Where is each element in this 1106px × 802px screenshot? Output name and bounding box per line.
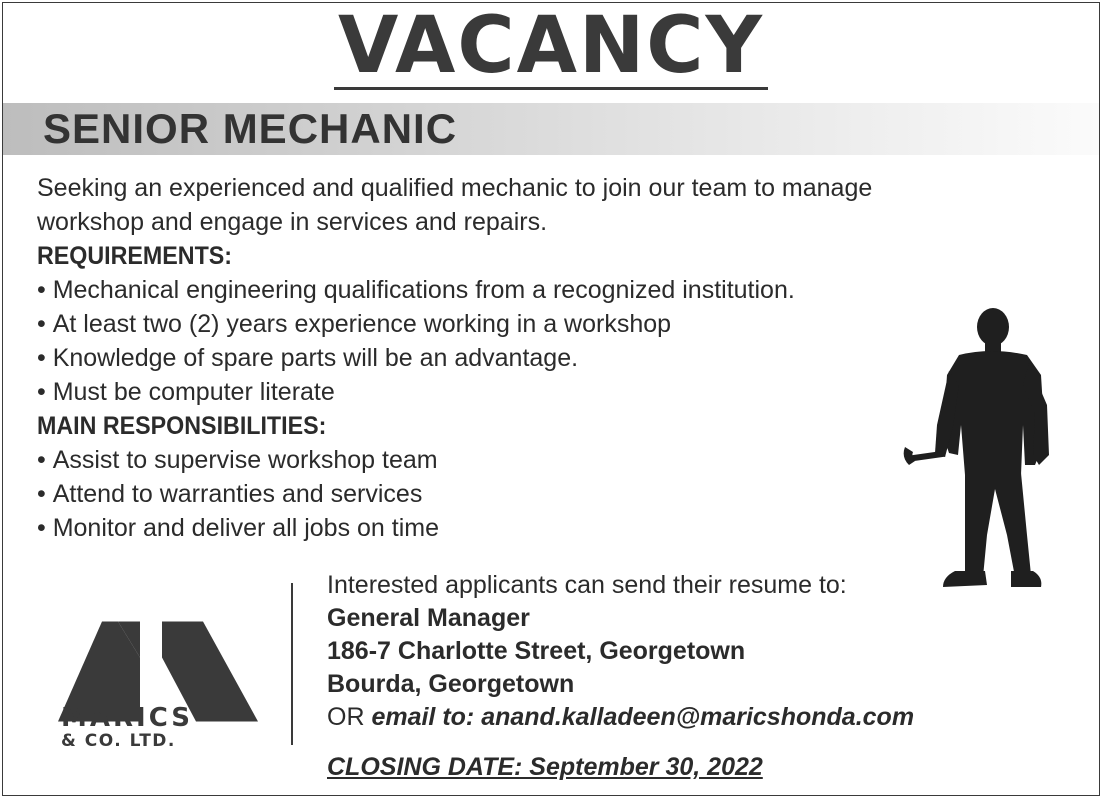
list-item: • Assist to supervise workshop team	[37, 443, 997, 477]
contact-block	[327, 569, 914, 734]
logo-company-suffix: & CO. LTD.	[61, 731, 176, 751]
requirements-heading: REQUIREMENTS:	[37, 242, 233, 270]
list-item: • Monitor and deliver all jobs on time	[37, 511, 997, 545]
position-title-band	[3, 103, 1099, 155]
vertical-divider	[291, 583, 293, 745]
logo-company-name: MARICS	[61, 703, 193, 733]
vacancy-advertisement	[2, 2, 1100, 796]
requirements-list	[37, 273, 997, 409]
headline-block	[3, 2, 1099, 91]
contact-address-line-2: Bourda, Georgetown	[327, 670, 575, 698]
job-description	[37, 171, 997, 545]
headline-vacancy: VACANCY	[334, 9, 768, 90]
contact-address-line-1: 186-7 Charlotte Street, Georgetown	[327, 637, 746, 665]
list-item: • Must be computer literate	[37, 375, 997, 409]
responsibilities-heading: MAIN RESPONSIBILITIES:	[37, 412, 327, 440]
mechanic-silhouette-icon	[903, 305, 1063, 590]
intro-line-2: workshop and engage in services and repairs.	[37, 208, 548, 236]
list-item: • Mechanical engineering qualifications from a recognized institution.	[37, 273, 997, 307]
position-title: SENIOR MECHANIC	[43, 105, 458, 152]
closing-date: CLOSING DATE: September 30, 2022	[327, 753, 763, 781]
contact-recipient: General Manager	[327, 604, 530, 632]
contact-or-label: OR	[327, 703, 365, 731]
intro-line-1: Seeking an experienced and qualified mechanic to join our team to manage	[37, 174, 873, 202]
list-item: • Knowledge of spare parts will be an advantage.	[37, 341, 997, 375]
responsibilities-list	[37, 443, 997, 545]
contact-email: email to: anand.kalladeen@maricshonda.com	[371, 703, 915, 731]
list-item: • At least two (2) years experience working in a workshop	[37, 307, 997, 341]
contact-intro: Interested applicants can send their resume to:	[327, 571, 847, 599]
contact-email-line	[327, 701, 914, 734]
list-item: • Attend to warranties and services	[37, 477, 997, 511]
